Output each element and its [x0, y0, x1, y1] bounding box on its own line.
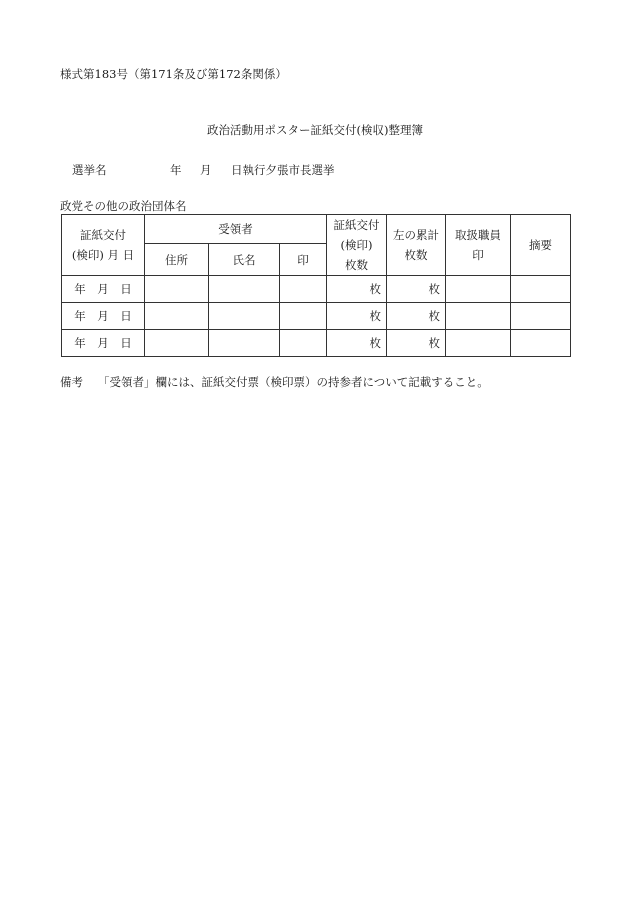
remarks-note-text: 「受領者」欄には、証紙交付票（検印票）の持参者について記載すること。 [98, 375, 489, 389]
date-day: 日 [120, 309, 132, 323]
table-row [62, 303, 571, 330]
header-staff-seal-line2: 印 [472, 248, 484, 262]
seal-cell [280, 330, 327, 357]
political-organization-label: 政党その他の政治団体名 [60, 199, 187, 213]
header-issued-count-line2: (検印) [340, 238, 373, 252]
header-cumulative-line1: 左の累計 [393, 228, 440, 242]
table-row [62, 276, 571, 303]
cumulative-count-cell: 枚 [387, 303, 446, 330]
staff-seal-cell [446, 330, 511, 357]
election-name-label: 選挙名 [72, 163, 107, 177]
date-cell [62, 303, 145, 330]
remarks-note [60, 374, 489, 390]
name-cell [209, 276, 280, 303]
address-cell [145, 303, 209, 330]
header-issued-count-line1: 証紙交付 [333, 218, 380, 232]
register-table [61, 214, 571, 357]
name-cell [209, 303, 280, 330]
remarks-cell [511, 330, 571, 357]
header-recipient: 受領者 [145, 215, 327, 244]
election-name-text: 日執行夕張市長選挙 [231, 163, 335, 177]
date-cell [62, 276, 145, 303]
issued-count-cell: 枚 [327, 330, 387, 357]
election-month-label: 月 [200, 163, 212, 177]
header-name: 氏名 [209, 244, 280, 276]
name-cell [209, 330, 280, 357]
remarks-cell [511, 303, 571, 330]
remarks-cell [511, 276, 571, 303]
date-day: 日 [120, 336, 132, 350]
header-staff-seal [446, 215, 511, 276]
seal-cell [280, 303, 327, 330]
date-year: 年 [74, 282, 86, 296]
date-month: 月 [97, 282, 109, 296]
table-header-row [62, 215, 571, 244]
header-issue-date [62, 215, 145, 276]
election-year-label: 年 [170, 163, 182, 177]
seal-cell [280, 276, 327, 303]
address-cell [145, 330, 209, 357]
header-issued-count [327, 215, 387, 276]
cumulative-count-cell: 枚 [387, 330, 446, 357]
remarks-note-label: 備考 [60, 375, 83, 389]
header-staff-seal-line1: 取扱職員 [455, 228, 502, 242]
header-cumulative-line2: 枚数 [404, 248, 428, 262]
header-cumulative [387, 215, 446, 276]
staff-seal-cell [446, 276, 511, 303]
date-day: 日 [120, 282, 132, 296]
header-issue-date-line2: (検印) 月 日 [71, 248, 135, 262]
address-cell [145, 276, 209, 303]
issued-count-cell: 枚 [327, 303, 387, 330]
date-cell [62, 330, 145, 357]
header-issued-count-line3: 枚数 [345, 258, 369, 272]
form-number: 様式第183号（第171条及び第172条関係） [60, 67, 287, 81]
cumulative-count-cell: 枚 [387, 276, 446, 303]
date-year: 年 [74, 336, 86, 350]
header-address: 住所 [145, 244, 209, 276]
header-remarks: 摘要 [511, 215, 571, 276]
table-row [62, 330, 571, 357]
date-year: 年 [74, 309, 86, 323]
issued-count-cell: 枚 [327, 276, 387, 303]
election-name-line [72, 162, 335, 178]
date-month: 月 [97, 336, 109, 350]
date-month: 月 [97, 309, 109, 323]
staff-seal-cell [446, 303, 511, 330]
header-issue-date-line1: 証紙交付 [80, 228, 126, 242]
document-title: 政治活動用ポスター証紙交付(検収)整理簿 [207, 123, 423, 137]
header-seal: 印 [280, 244, 327, 276]
